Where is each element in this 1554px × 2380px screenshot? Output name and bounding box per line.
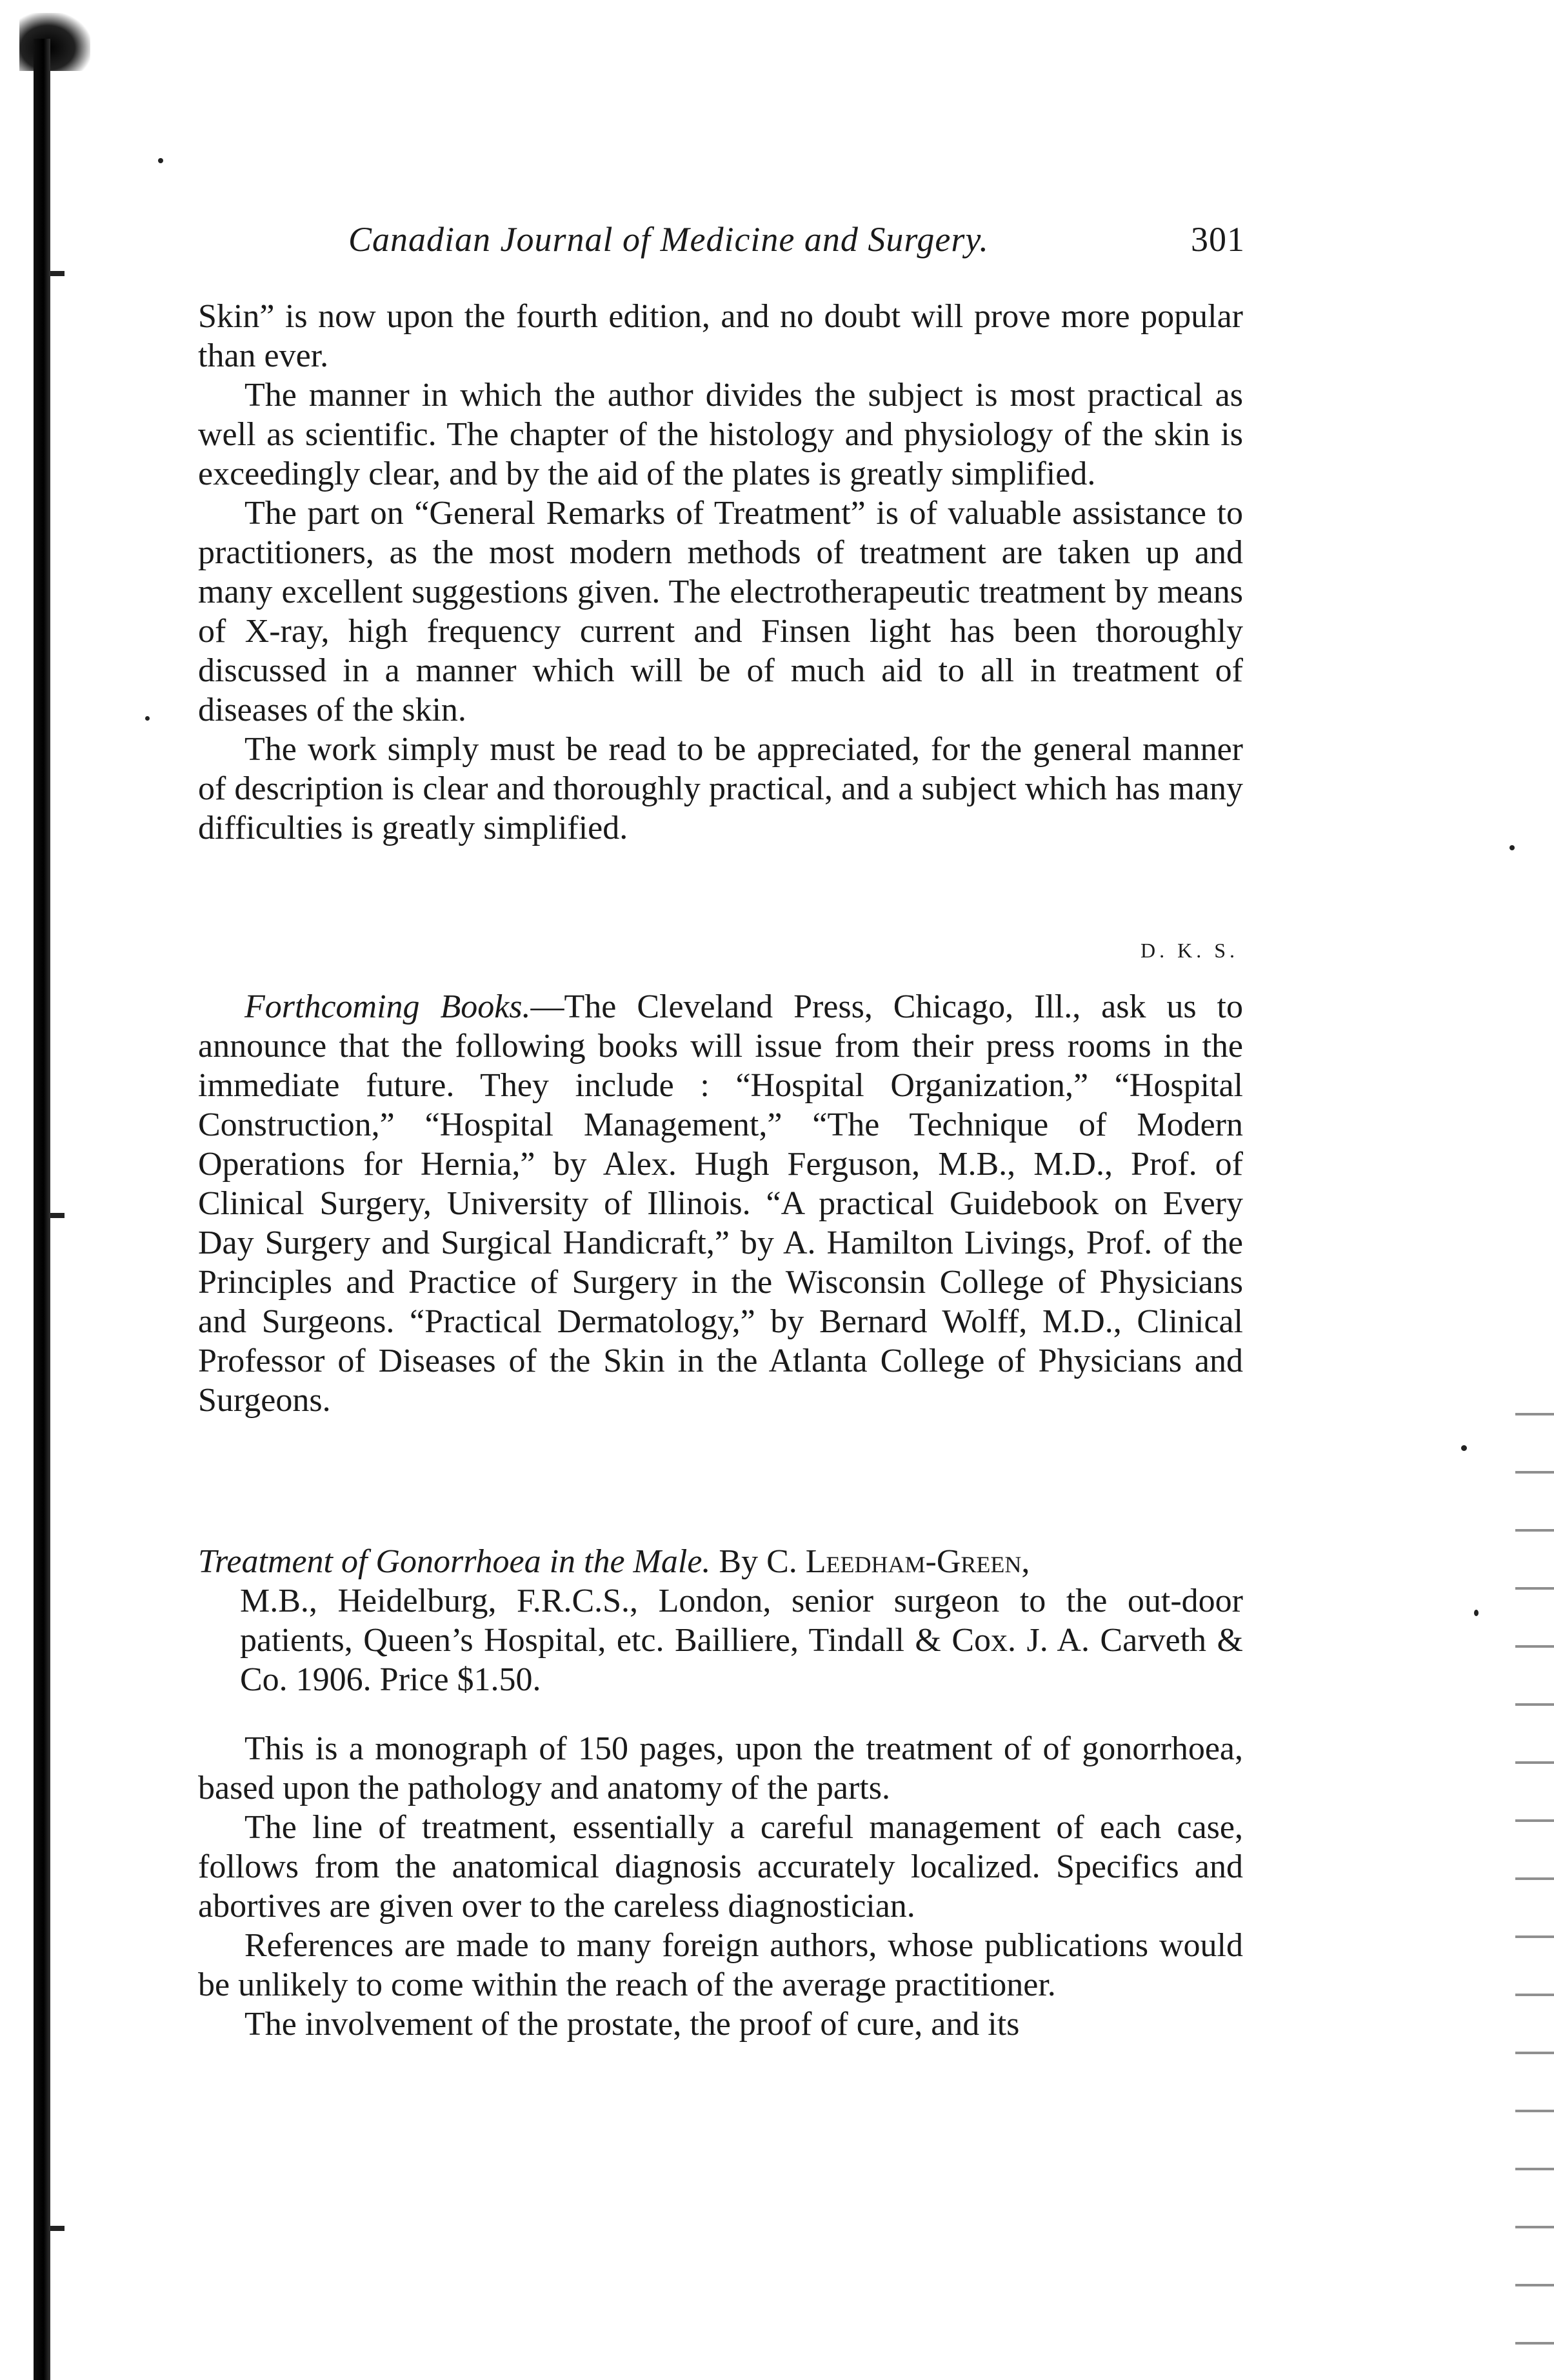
notice-text: —The Cleveland Press, Chicago, Ill., ask us to announce that the following books will issue from their press rooms in the immediate future. They include : “Hospital Organization,” “Hospital Construction,” “Hospital Management,” “The Technique of Modern Operations for Hernia,” by Alex. Hugh Ferguson, M.B., M.D., Prof. of Clinical Surgery, University of Illinois. “A practical Guidebook on Every Day Surgery and Surgical Handicraft,” by A. Hamilton Livings, Prof. of the Principles and Practice of Surgery in the Wisconsin College of Physicians and Surgeons. “Practical Dermatology,” by Bernard Wolff, M.D., Clinical Professor of Diseases of the Skin in the Atlanta College of Physicians and Surgeons.	[198, 988, 1244, 1419]
scan-speck	[1461, 1445, 1467, 1451]
book-author: Leedham-Green,	[805, 1543, 1030, 1580]
scan-speck	[50, 1213, 65, 1218]
paragraph: The part on “General Remarks of Treatment” is of valuable assistance to practitioners, as the most modern methods of treatment are taken up and many excellent suggestions given. The electrotherapeutic treatment by means of X-ray, high frequency current and Finsen light has been thoroughly discussed in a manner which will be of much aid to all in treatment of diseases of the skin.	[198, 495, 1243, 728]
review-gonorrhoea-book	[198, 1729, 1243, 2044]
forthcoming-books-notice	[198, 987, 1243, 1420]
scan-speck	[145, 716, 150, 721]
book-citation	[198, 1542, 1243, 1699]
paragraph: The line of treatment, essentially a careful management of each case, follows from the anatomical diagnosis accurately localized. Specifics and abortives are given over to the careless diagnostician.	[198, 1809, 1243, 1925]
scan-speck	[50, 271, 65, 276]
paragraph: This is a monograph of 150 pages, upon the treatment of of gonorrhoea, based upon the pathology and anatomy of the parts.	[198, 1730, 1243, 1806]
scan-speck	[1474, 1610, 1479, 1616]
book-spine-shadow	[34, 39, 50, 2380]
running-header	[348, 219, 1245, 259]
scan-shadow-top	[19, 13, 90, 71]
journal-title: Canadian Journal of Medicine and Surgery.	[348, 220, 989, 259]
book-title: Treatment of Gonorrhoea in the Male.	[198, 1543, 711, 1580]
scan-speck	[158, 158, 163, 163]
section-title: Forthcoming Books.	[244, 988, 531, 1025]
citation-details: M.B., Heidelburg, F.R.C.S., London, senior surgeon to the out-door patients, Queen’s Hospital, etc. Bailliere, Tindall & Cox. J. A. Carveth & Co. 1906. Price $1.50.	[240, 1583, 1243, 1698]
scan-speck	[50, 2226, 65, 2231]
paragraph: Skin” is now upon the fourth edition, and no doubt will prove more popular than ever.	[198, 298, 1243, 374]
citation-first-line	[198, 1542, 1243, 1581]
page-number: 301	[1191, 220, 1245, 259]
citation-by: By C.	[719, 1543, 797, 1580]
paragraph: The manner in which the author divides the subject is most practical as well as scientific. The chapter of the histology and physiology of the skin is exceedingly clear, and by the aid of the plates is greatly simplified.	[198, 377, 1243, 492]
scan-speck	[1509, 845, 1515, 850]
review-skin-book	[198, 297, 1243, 848]
scan-edge-specks	[1515, 1387, 1554, 2355]
paragraph: The involvement of the prostate, the proof of cure, and its	[244, 2006, 1020, 2043]
paragraph	[198, 987, 1243, 1420]
paragraph: The work simply must be read to be appreciated, for the general manner of description is clear and thoroughly practical, and a subject which has many difficulties is greatly simplified.	[198, 731, 1243, 846]
paragraph: References are made to many foreign authors, whose publications would be unlikely to come within the reach of the average practitioner.	[198, 1927, 1243, 2003]
reviewer-signature: D. K. S.	[1140, 939, 1239, 962]
